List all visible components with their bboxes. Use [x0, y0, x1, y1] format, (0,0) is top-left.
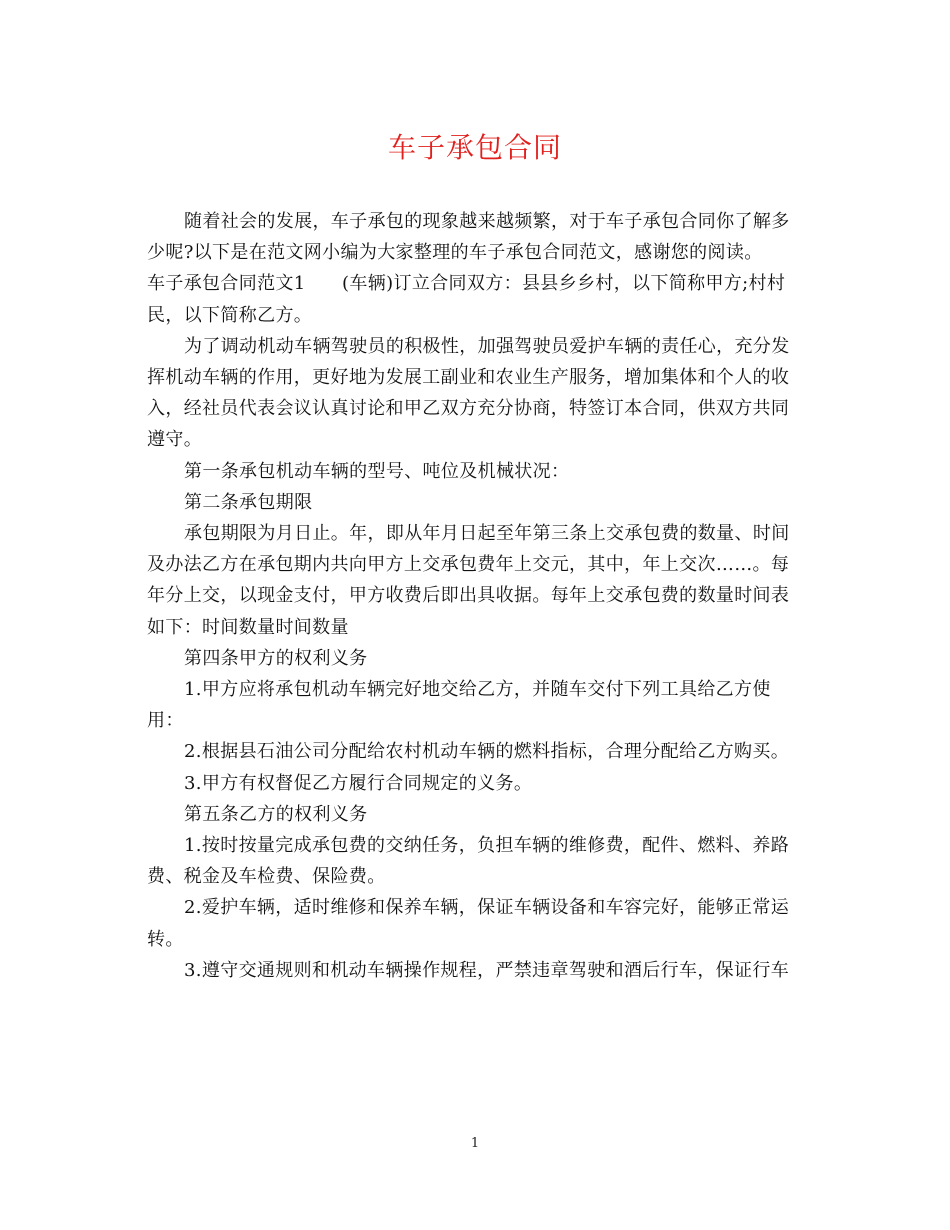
clause-1-heading: 第一条承包机动车辆的型号、吨位及机械状况：	[184, 460, 570, 482]
clause-2-heading: 第二条承包期限	[184, 491, 313, 513]
sample-label: 车子承包合同范文1	[147, 273, 306, 295]
paragraph-purpose: 为了调动机动车辆驾驶员的积极性，加强驾驶员爱护车辆的责任心，充分发挥机动车辆的作用，更好地为发展工副业和农业生产服务，增加集体和个人的收入，经社员代表会议认真讨论和甲乙双方充分协商，特签订本合同，供双方共同遵守。	[147, 335, 790, 451]
paragraph-sample-heading	[147, 268, 803, 330]
clause-5-heading: 第五条乙方的权利义务	[184, 803, 368, 825]
document-body	[147, 206, 803, 986]
clause-5-item-1: 1.按时按量完成承包费的交纳任务，负担车辆的维修费，配件、燃料、养路费、税金及车检费、保险费。	[147, 835, 790, 888]
paragraph-contract-period: 承包期限为月日止。年，即从年月日起至年第三条上交承包费的数量、时间及办法乙方在承包期内共向甲方上交承包费年上交元，其中，年上交次……。每年分上交，以现金支付，甲方收费后即出具收据。每年上交承包费的数量时间表如下：时间数量时间数量	[147, 523, 790, 638]
contract-parties: (车辆)订立合同双方：县县乡乡村，以下简称甲方;村村民，以下简称乙方。	[147, 273, 786, 326]
spacer	[306, 273, 342, 294]
clause-4-item-2: 2.根据县石油公司分配给农村机动车辆的燃料指标，合理分配给乙方购买。	[184, 741, 790, 763]
page-number: 1	[470, 1136, 480, 1151]
paragraph-intro: 随着社会的发展，车子承包的现象越来越频繁，对于车子承包合同你了解多少呢?以下是在范文网小编为大家整理的车子承包合同范文，感谢您的阅读。	[147, 211, 790, 264]
clause-4-item-3: 3.甲方有权督促乙方履行合同规定的义务。	[184, 772, 533, 794]
clause-5-item-3: 3.遵守交通规则和机动车辆操作规程，严禁违章驾驶和酒后行车，保证行车	[184, 959, 790, 981]
clause-4-heading: 第四条甲方的权利义务	[184, 647, 368, 669]
document-title: 车子承包合同	[387, 131, 562, 164]
clause-4-item-1: 1.甲方应将承包机动车辆完好地交给乙方，并随车交付下列工具给乙方使用：	[147, 679, 771, 732]
clause-5-item-2: 2.爱护车辆，适时维修和保养车辆，保证车辆设备和车容完好，能够正常运转。	[147, 897, 790, 950]
